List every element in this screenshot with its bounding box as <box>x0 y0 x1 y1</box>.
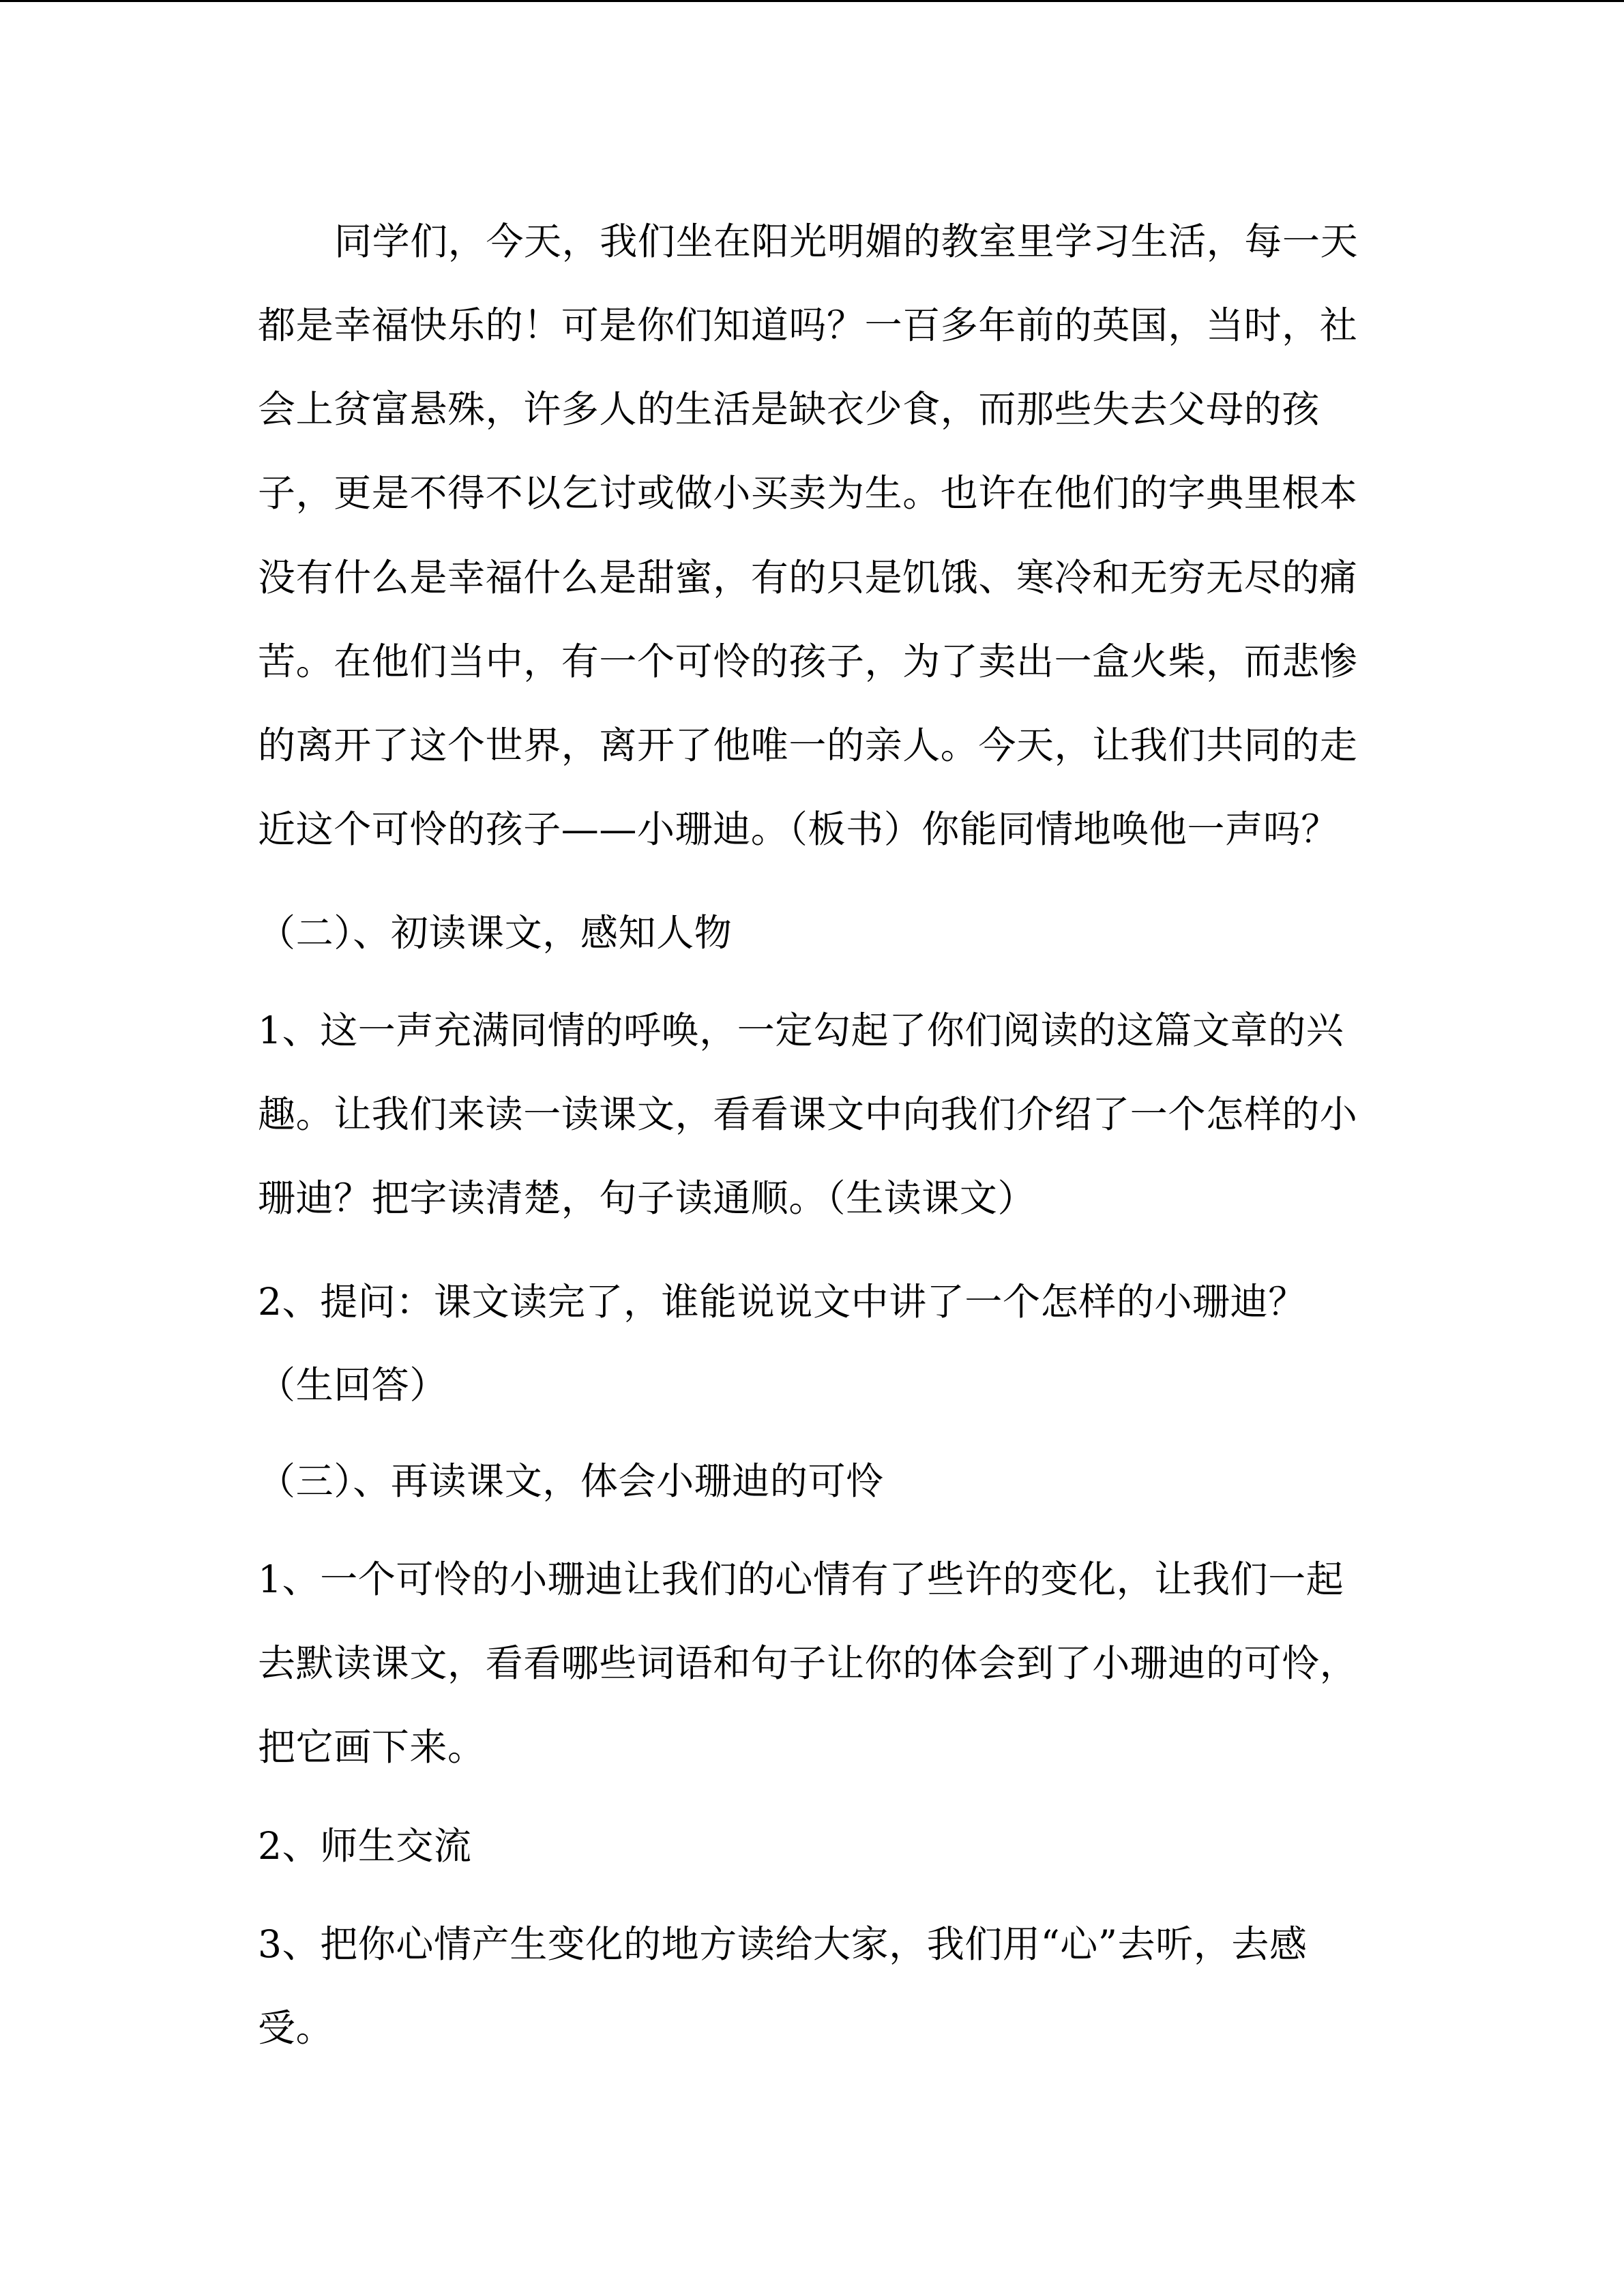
intro-paragraph-line: 同学们，今天，我们坐在阳光明媚的教室里学习生活，每一天 <box>334 220 1359 263</box>
intro-paragraph-line: 近这个可怜的孩子——小珊迪。（板书）你能同情地唤他一声吗？ <box>258 807 1339 851</box>
step-3-line: 受。 <box>258 2006 334 2050</box>
intro-paragraph-line: 会上贫富悬殊，许多人的生活是缺衣少食，而那些失去父母的孩 <box>258 387 1320 431</box>
section-heading: （三）、再读课文，体会小珊迪的可怜 <box>258 1459 884 1503</box>
step-2-line: 2、师生交流 <box>258 1824 472 1868</box>
intro-paragraph-line: 没有什么是幸福什么是甜蜜，有的只是饥饿、寒冷和无穷无尽的痛 <box>258 556 1358 599</box>
intro-paragraph-line: 苦。在他们当中，有一个可怜的孩子，为了卖出一盒火柴，而悲惨 <box>258 640 1358 683</box>
step-1-line: 趣。让我们来读一读课文，看看课文中向我们介绍了一个怎样的小 <box>258 1092 1358 1136</box>
step-1-line: 去默读课文，看看哪些词语和句子让你的体会到了小珊迪的可怜， <box>258 1641 1358 1685</box>
step-1-line: 珊迪？把字读清楚，句子读通顺。（生读课文） <box>258 1176 1036 1220</box>
section-heading: （二）、初读课文，感知人物 <box>258 911 733 955</box>
intro-paragraph-line: 都是幸福快乐的！可是你们知道吗？一百多年前的英国，当时，社 <box>258 303 1358 347</box>
intro-paragraph-line: 的离开了这个世界，离开了他唯一的亲人。今天，让我们共同的走 <box>258 724 1358 767</box>
intro-paragraph-line: 子，更是不得不以乞讨或做小买卖为生。也许在他们的字典里根本 <box>258 471 1358 515</box>
step-1-line: 1、一个可怜的小珊迪让我们的心情有了些许的变化，让我们一起 <box>258 1557 1344 1601</box>
step-1-line: 1、这一声充满同情的呼唤，一定勾起了你们阅读的这篇文章的兴 <box>258 1009 1344 1052</box>
step-1-line: 把它画下来。 <box>258 1725 486 1769</box>
step-2-line: 2、提问：课文读完了，谁能说说文中讲了一个怎样的小珊迪？ <box>258 1280 1306 1324</box>
step-2-line: （生回答） <box>258 1363 448 1407</box>
step-3-line: 3、把你心情产生变化的地方读给大家，我们用“心”去听，去感 <box>258 1922 1308 1966</box>
